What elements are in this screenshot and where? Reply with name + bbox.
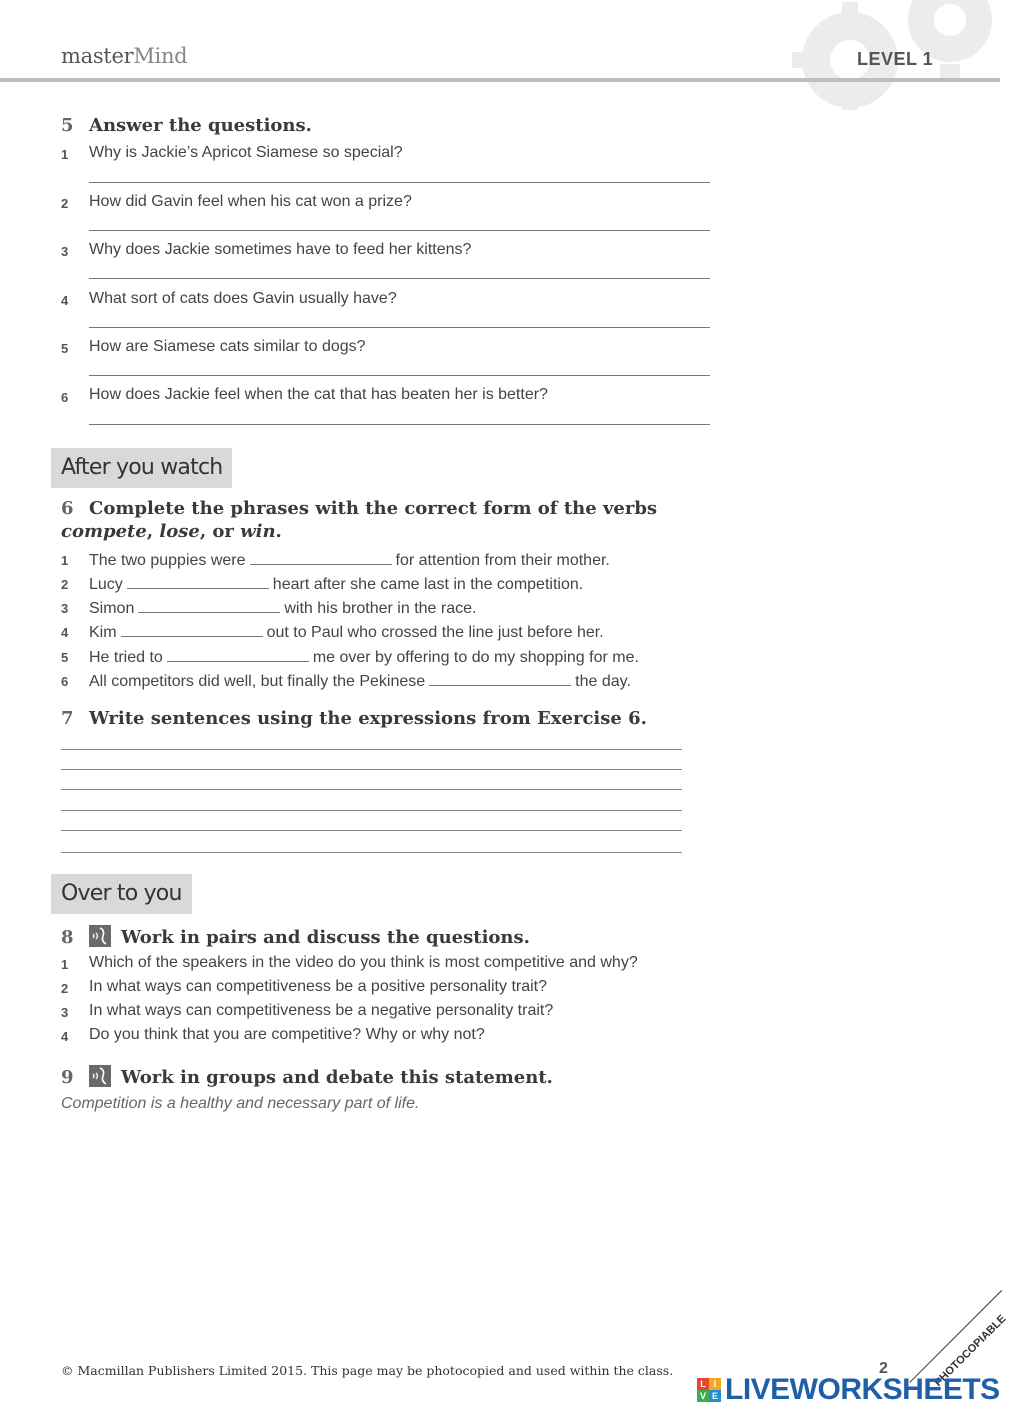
liveworksheets-text: LIVEWORKSHEETS bbox=[725, 1373, 1000, 1406]
question-text: How does Jackie feel when the cat that has beaten her is better? bbox=[89, 386, 548, 403]
exercise-number: 5 bbox=[61, 115, 74, 136]
verb-lose: lose bbox=[159, 521, 200, 542]
period: . bbox=[275, 521, 282, 542]
photocopiable-tag: PHOTOCOPIABLE bbox=[910, 1290, 1030, 1411]
section-banner-after-you-watch: After you watch bbox=[51, 448, 232, 488]
brand-logo bbox=[61, 44, 187, 68]
gap-blank[interactable] bbox=[167, 647, 309, 662]
item-number: 2 bbox=[61, 577, 69, 592]
copyright-notice: © Macmillan Publishers Limited 2015. This page may be photocopied and used within the class. bbox=[61, 1363, 674, 1378]
gap-blank[interactable] bbox=[121, 622, 263, 637]
question-text: What sort of cats does Gavin usually have? bbox=[89, 290, 397, 307]
gap-fill-item bbox=[89, 574, 583, 594]
badge-letter: E bbox=[709, 1390, 721, 1402]
question-number: 4 bbox=[61, 1029, 69, 1044]
item-number: 3 bbox=[61, 601, 69, 616]
question-text: How are Siamese cats similar to dogs? bbox=[89, 338, 366, 355]
question-text: Why does Jackie sometimes have to feed her kittens? bbox=[89, 241, 472, 258]
section-banner-over-to-you: Over to you bbox=[51, 874, 192, 914]
answer-line-3[interactable] bbox=[89, 278, 710, 279]
item-after: the day. bbox=[575, 673, 631, 690]
writing-line-1[interactable] bbox=[61, 749, 682, 750]
gap-fill-item bbox=[89, 550, 610, 570]
item-after: with his brother in the race. bbox=[284, 600, 477, 617]
question-text: How did Gavin feel when his cat won a prize? bbox=[89, 193, 412, 210]
answer-line-2[interactable] bbox=[89, 230, 710, 231]
item-before: He tried to bbox=[89, 649, 163, 666]
gap-blank[interactable] bbox=[429, 671, 571, 686]
question-number: 2 bbox=[61, 196, 69, 211]
writing-line-6[interactable] bbox=[61, 852, 682, 853]
item-number: 5 bbox=[61, 650, 69, 665]
question-text: Which of the speakers in the video do you think is most competitive and why? bbox=[89, 954, 638, 971]
exercise-number: 8 bbox=[61, 927, 74, 948]
exercise-number: 7 bbox=[61, 708, 74, 729]
question-number: 3 bbox=[61, 244, 69, 259]
question-number: 3 bbox=[61, 1005, 69, 1020]
question-text: In what ways can competitiveness be a negative personality trait? bbox=[89, 1002, 554, 1019]
item-before: The two puppies were bbox=[89, 552, 246, 569]
gap-fill-item bbox=[89, 647, 639, 667]
question-number: 4 bbox=[61, 293, 69, 308]
question-text: In what ways can competitiveness be a positive personality trait? bbox=[89, 978, 548, 995]
writing-line-2[interactable] bbox=[61, 769, 682, 770]
exercise-title: Answer the questions. bbox=[89, 115, 312, 136]
exercise-6-heading bbox=[61, 497, 701, 543]
question-number: 1 bbox=[61, 957, 69, 972]
exercise-title: Write sentences using the expressions from Exercise 6. bbox=[89, 708, 647, 729]
exercise-8-heading bbox=[61, 925, 530, 948]
badge-letter: L bbox=[697, 1378, 709, 1390]
answer-line-1[interactable] bbox=[89, 182, 710, 183]
separator: , bbox=[146, 521, 154, 542]
debate-statement: Competition is a healthy and necessary part of life. bbox=[61, 1095, 420, 1112]
gap-blank[interactable] bbox=[250, 550, 392, 565]
answer-line-6[interactable] bbox=[89, 424, 710, 425]
header-divider bbox=[0, 78, 1000, 82]
liveworksheets-logo[interactable] bbox=[697, 1372, 1000, 1408]
page-number: 2 bbox=[879, 1360, 888, 1377]
item-after: out to Paul who crossed the line just before her. bbox=[266, 624, 604, 641]
speaking-icon bbox=[89, 1065, 111, 1087]
answer-line-4[interactable] bbox=[89, 327, 710, 328]
item-before: All competitors did well, but finally the Pekinese bbox=[89, 673, 426, 690]
question-number: 1 bbox=[61, 147, 69, 162]
item-after: me over by offering to do my shopping for me. bbox=[312, 649, 639, 666]
item-after: heart after she came last in the competition. bbox=[272, 576, 584, 593]
brand-part-a: master bbox=[61, 44, 134, 68]
brand-part-b: Mind bbox=[133, 44, 188, 68]
gap-fill-item bbox=[89, 622, 604, 642]
exercise-number: 6 bbox=[61, 498, 74, 519]
speaking-icon bbox=[89, 925, 111, 947]
question-text: Do you think that you are competitive? Why or why not? bbox=[89, 1026, 485, 1043]
separator: , or bbox=[199, 521, 241, 542]
gap-blank[interactable] bbox=[127, 574, 269, 589]
item-number: 6 bbox=[61, 674, 69, 689]
level-label: LEVEL 1 bbox=[857, 49, 934, 69]
item-number: 4 bbox=[61, 625, 69, 640]
question-number: 5 bbox=[61, 341, 69, 356]
question-number: 2 bbox=[61, 981, 69, 996]
exercise-title: Work in groups and debate this statement. bbox=[121, 1067, 553, 1088]
gap-fill-item bbox=[89, 598, 476, 618]
gap-fill-item bbox=[89, 671, 631, 691]
question-text: Why is Jackie’s Apricot Siamese so special? bbox=[89, 144, 403, 161]
item-before: Simon bbox=[89, 600, 135, 617]
exercise-title: Work in pairs and discuss the questions. bbox=[121, 927, 530, 948]
exercise-7-heading bbox=[61, 708, 647, 729]
question-number: 6 bbox=[61, 390, 69, 405]
exercise-number: 9 bbox=[61, 1067, 74, 1088]
badge-letter: I bbox=[709, 1378, 721, 1390]
badge-letter: V bbox=[697, 1390, 709, 1402]
exercise-5-heading bbox=[61, 115, 312, 136]
writing-line-5[interactable] bbox=[61, 830, 682, 831]
writing-line-4[interactable] bbox=[61, 810, 682, 811]
item-before: Lucy bbox=[89, 576, 123, 593]
liveworksheets-badge-icon bbox=[697, 1378, 721, 1402]
verb-win: win bbox=[240, 521, 276, 542]
exercise-9-heading bbox=[61, 1065, 553, 1088]
exercise-title: Complete the phrases with the correct form of the verbs bbox=[89, 498, 658, 519]
verb-compete: compete bbox=[61, 521, 147, 542]
gap-blank[interactable] bbox=[138, 598, 280, 613]
answer-line-5[interactable] bbox=[89, 375, 710, 376]
item-after: for attention from their mother. bbox=[395, 552, 610, 569]
item-before: Kim bbox=[89, 624, 117, 641]
writing-line-3[interactable] bbox=[61, 789, 682, 790]
item-number: 1 bbox=[61, 553, 69, 568]
